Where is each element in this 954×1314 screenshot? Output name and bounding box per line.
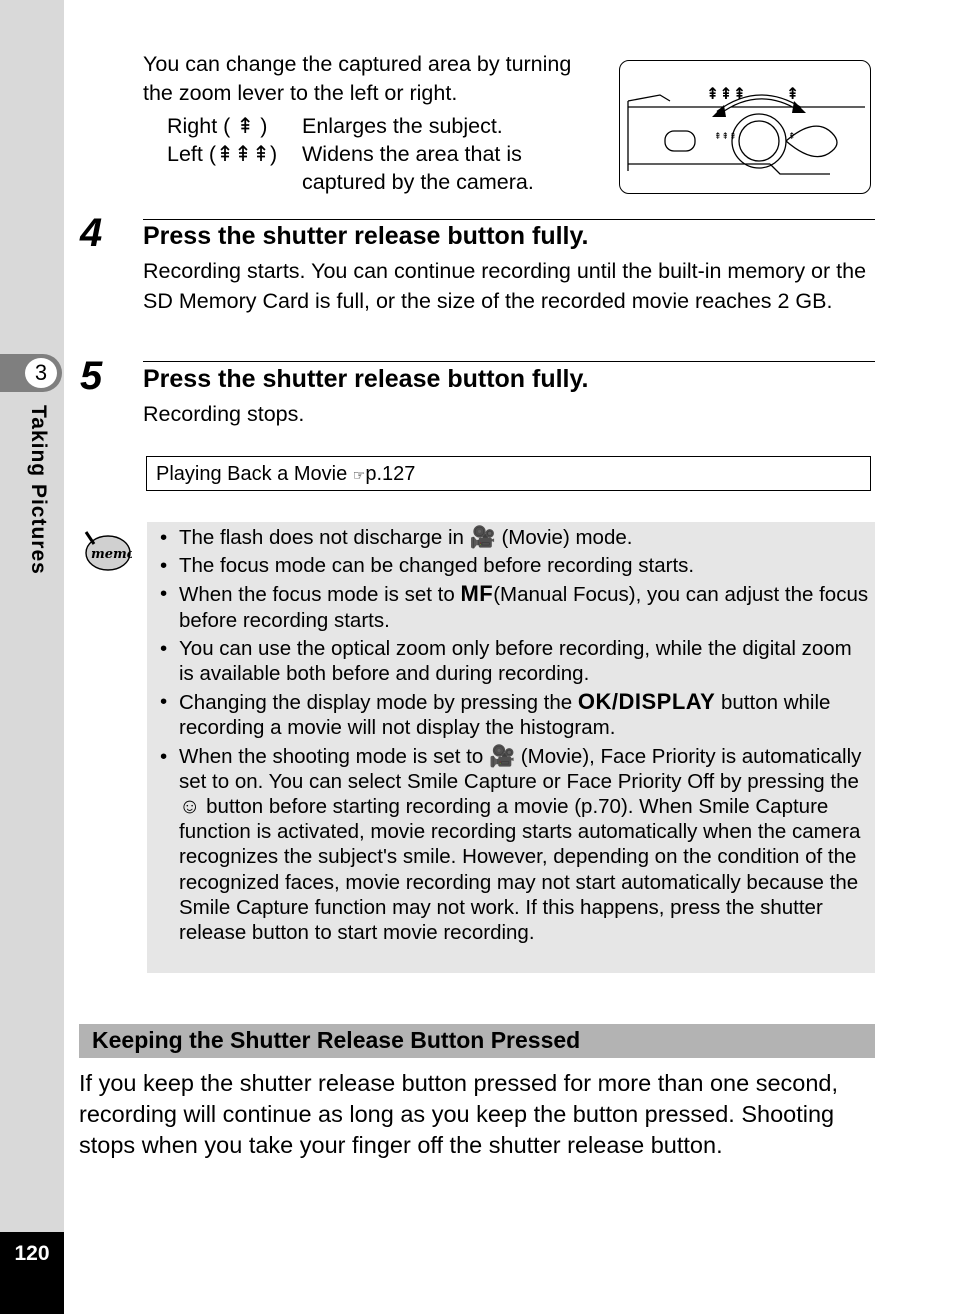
camera-top-diagram — [620, 61, 870, 193]
reference-box — [146, 456, 871, 491]
memo-list — [157, 525, 869, 948]
svg-text:memo: memo — [91, 547, 132, 562]
memo-item: • The flash does not discharge in 🎥 (Movie) mode. — [157, 525, 869, 550]
reference-page-link[interactable]: p.127 — [365, 463, 416, 485]
zoom-key-left: Left (⇞⇞⇞) — [167, 142, 278, 166]
step-5-body: Recording stops. — [143, 402, 305, 426]
reference-pointer-icon: ☞ — [352, 467, 366, 483]
memo-item: • The focus mode can be changed before recording starts. — [157, 553, 869, 578]
zoom-desc-left: Widens the area that is captured by the camera. — [302, 142, 534, 194]
step-4-rule — [143, 219, 875, 220]
memo-item: • When the shooting mode is set to 🎥 (Movie), Face Priority is automatically set to on. You can select Smile Capture or Face Priority Off by pressing the ☺ button before starting recording a movie (p.70). When Smile Capture function is activated, movie recording starts automatically when the camera recognizes the subject's smile. However, depending on the condition of the recognized faces, movie recording may not start automatically because the Smile Capture function may not work. If this happens, press the shutter release button to start movie recording. — [157, 744, 869, 946]
svg-text:⇞⇞⇞: ⇞⇞⇞ — [714, 132, 737, 142]
zoom-row-left — [167, 140, 572, 196]
step-4-number: 4 — [80, 211, 103, 255]
zoom-intro: You can change the captured area by turning the zoom lever to the left or right. — [143, 52, 572, 105]
step-4-heading: Press the shutter release button fully. — [143, 222, 589, 250]
chapter-sidebar — [0, 0, 64, 1314]
svg-text:⇞⇞⇞: ⇞⇞⇞ — [706, 84, 747, 103]
zoom-table — [167, 112, 572, 196]
memo-icon — [80, 528, 132, 574]
step-4-body: Recording starts. You can continue recording until the built-in memory or the SD Memory Card is full, or the size of the recorded movie reaches 2 GB. — [143, 259, 867, 313]
zoom-row-right — [167, 112, 572, 140]
step-5-heading: Press the shutter release button fully. — [143, 365, 589, 393]
step-5-number: 5 — [80, 354, 103, 398]
memo-item: • You can use the optical zoom only before recording, while the digital zoom is available both before and during recording. — [157, 636, 869, 686]
ok-display-button-icon: OK/DISPLAY — [577, 689, 716, 715]
svg-text:⇞: ⇞ — [786, 84, 800, 103]
manual-focus-icon: MF — [460, 581, 494, 607]
section-body: If you keep the shutter release button pressed for more than one second, recording will continue as long as you keep the button pressed. Shooting stops when you take your finger off the shutter release button. — [79, 1070, 838, 1158]
step-5-rule — [143, 361, 875, 362]
memo-item: • When the focus mode is set to MF(Manual Focus), you can adjust the focus before recording starts. — [157, 581, 869, 632]
section-title: Keeping the Shutter Release Button Pressed — [92, 1027, 581, 1053]
camera-zoom-illustration — [619, 60, 871, 194]
movie-mode-icon: 🎥 — [488, 744, 516, 768]
memo-item: • Changing the display mode by pressing the OK/DISPLAY button while recording a movie will not display the histogram. — [157, 689, 869, 740]
chapter-title: Taking Pictures — [27, 405, 50, 575]
reference-text: Playing Back a Movie — [156, 463, 353, 485]
chapter-number: 3 — [25, 358, 57, 388]
zoom-key-right: Right ( ⇞ ) — [167, 114, 268, 138]
movie-mode-icon: 🎥 — [469, 526, 496, 549]
svg-text:⇞: ⇞ — [788, 132, 796, 142]
page-number: 120 — [14, 1242, 50, 1265]
zoom-desc-right: Enlarges the subject. — [302, 114, 503, 138]
face-detection-icon: ☺ — [179, 795, 201, 819]
